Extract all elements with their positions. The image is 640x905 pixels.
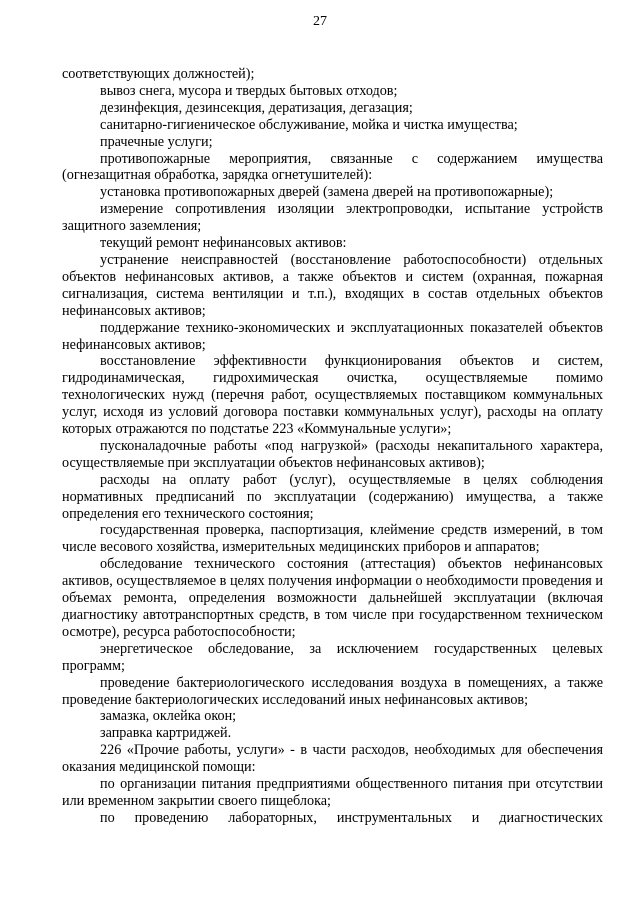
paragraph: измерение сопротивления изоляции электропроводки, испытание устройств защитного заземления;	[62, 201, 603, 235]
paragraph: восстановление эффективности функционирования объектов и систем, гидродинамическая, гидрохимическая очистка, осуществляемые помимо технологических нужд (перечня работ, осуществляемых поставщиком коммунальных услуг, исходя из условий договора поставки коммунальных услуг), расходы на оплату которых отражаются по подстатье 223 «Коммунальные услуги»;	[62, 353, 603, 438]
paragraph: текущий ремонт нефинансовых активов:	[100, 235, 347, 252]
paragraph: замазка, оклейка окон;	[100, 708, 237, 725]
paragraph: по организации питания предприятиями общественного питания при отсутствии или временном закрытии своего пищеблока;	[62, 776, 603, 809]
paragraph: обследование технического состояния (аттестация) объектов нефинансовых активов, осуществляемое в целях получения информации о необходимости проведения и объемах ремонта, определения возможности дальнейшей эксплуатации (включая диагностику автотранспортных средств, в том числе при государственном техническом осмотре), ресурса работоспособности;	[62, 556, 603, 640]
paragraph: расходы на оплату работ (услуг), осуществляемые в целях соблюдения нормативных предписаний по эксплуатации (содержанию) имущества, а также определения его технического состояния;	[62, 471, 603, 522]
paragraph: по проведению лабораторных, инструментальных и диагностических	[100, 809, 603, 826]
page-number: 27	[313, 14, 327, 29]
paragraph: устранение неисправностей (восстановление работоспособности) отдельных объектов нефинансовых активов, а также объектов и систем (охранная, пожарная сигнализация, система вентиляции и т.п.), входящих в состав отдельных объектов нефинансовых активов;	[62, 251, 603, 319]
paragraph: соответствующих должностей);	[62, 66, 255, 82]
paragraph: дезинфекция, дезинсекция, дератизация, дегазация;	[100, 99, 413, 116]
paragraph: 226 «Прочие работы, услуги» - в части расходов, необходимых для обеспечения оказания медицинской помощи:	[62, 742, 603, 776]
paragraph: пусконаладочные работы «под нагрузкой» (расходы некапитального характера, осуществляемые при эксплуатации объектов нефинансовых активов);	[62, 437, 603, 471]
paragraph: санитарно-гигиеническое обслуживание, мойка и чистка имущества;	[100, 116, 518, 133]
paragraph: установка противопожарных дверей (замена дверей на противопожарные);	[100, 184, 554, 201]
paragraph: поддержание технико-экономических и эксплуатационных показателей объектов нефинансовых активов;	[62, 319, 603, 353]
paragraph: вывоз снега, мусора и твердых бытовых отходов;	[100, 82, 398, 99]
paragraph: заправка картриджей.	[100, 725, 232, 742]
paragraph: проведение бактериологического исследования воздуха в помещениях, а также проведение бактериологических исследований иных нефинансовых активов;	[62, 674, 603, 708]
paragraph: прачечные услуги;	[100, 133, 213, 150]
paragraph: государственная проверка, паспортизация, клеймение средств измерений, в том числе весового хозяйства, измерительных медицинских приборов и аппаратов;	[62, 522, 603, 556]
body-text	[62, 66, 603, 827]
paragraph: энергетическое обследование, за исключением государственных целевых программ;	[62, 640, 603, 674]
paragraph: противопожарные мероприятия, связанные с содержанием имущества (огнезащитная обработка, зарядка огнетушителей):	[62, 150, 603, 184]
